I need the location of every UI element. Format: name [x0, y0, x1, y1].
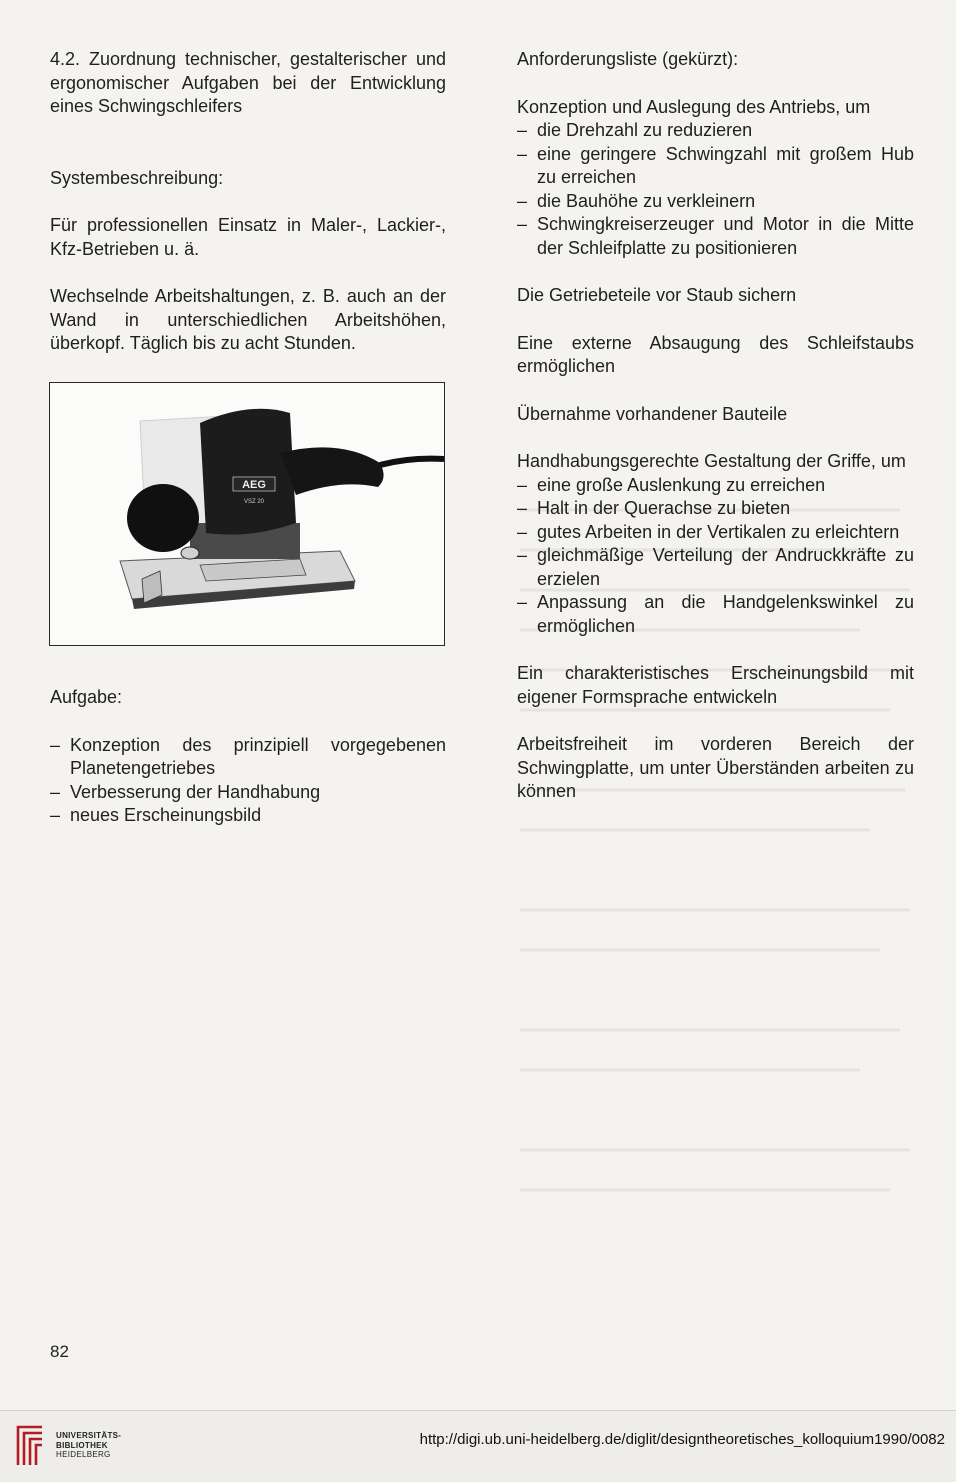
extraction-requirement: Eine externe Absaugung des Schleifstaubs ermöglichen	[517, 332, 914, 376]
list-item: – die Bauhöhe zu verkleinern	[517, 190, 914, 214]
list-item: – Anpassung an die Handgelenkswinkel zu ermöglichen	[517, 591, 914, 638]
product-photo	[49, 382, 445, 646]
freedom-requirement: Arbeitsfreiheit im vorderen Bereich der Schwingplatte, um unter Überständen arbeiten zu können	[517, 734, 914, 801]
list-item: – eine geringere Schwingzahl mit großem Hub zu erreichen	[517, 143, 914, 190]
gear-dust-requirement: Die Getriebeteile vor Staub sichern	[517, 285, 797, 305]
section-heading: 4.2. Zuordnung technischer, gestalterischer und ergonomischer Aufgaben bei der Entwicklung eines Schwingschleifers	[50, 49, 446, 116]
task-label: Aufgabe:	[50, 687, 123, 707]
list-item: – gleichmäßige Verteilung der Andruckkräfte zu erzielen	[517, 544, 914, 591]
brand-label: AEG	[242, 479, 266, 491]
digitization-footer	[0, 1410, 956, 1482]
appearance-requirement: Ein charakteristisches Erscheinungsbild mit eigener Formsprache entwickeln	[517, 663, 914, 707]
source-url-link[interactable]: http://digi.ub.uni-heidelberg.de/diglit/designtheoretisches_kolloquium1990/0082	[419, 1431, 945, 1448]
list-item: – Konzeption des prinzipiell vorgegebenen Planetengetriebes	[50, 734, 446, 781]
library-logo-icon	[12, 1421, 52, 1469]
library-name	[56, 1431, 121, 1460]
list-item: – eine große Auslenkung zu erreichen	[517, 474, 914, 498]
requirements-title: Anforderungsliste (gekürzt):	[517, 49, 739, 69]
list-item: – Schwingkreiserzeuger und Motor in die Mitte der Schleifplatte zu positionieren	[517, 213, 914, 260]
existing-parts-requirement: Übernahme vorhandener Bauteile	[517, 403, 788, 424]
orbital-sander-illustration	[50, 383, 444, 645]
library-line-3: HEIDELBERG	[56, 1450, 111, 1459]
grip-list	[517, 474, 914, 639]
drive-intro: Konzeption und Auslegung des Antriebs, um	[517, 96, 871, 117]
list-item: – neues Erscheinungsbild	[50, 804, 446, 828]
list-item: – die Drehzahl zu reduzieren	[517, 119, 914, 143]
grip-intro: Handhabungsgerechte Gestaltung der Griffe, um	[517, 451, 906, 471]
system-description: Für professionellen Einsatz in Maler-, Lackier-, Kfz-Betrieben u. ä.	[50, 215, 446, 259]
library-line-1: UNIVERSITÄTS-	[56, 1431, 122, 1440]
model-label: VSZ 20	[243, 499, 265, 505]
task-block	[50, 686, 446, 828]
working-conditions: Wechselnde Arbeitshaltungen, z. B. auch an der Wand in unterschiedlichen Arbeitshöhen, überkopf. Täglich bis zu acht Stunden.	[50, 286, 446, 353]
task-list	[50, 734, 446, 828]
drive-list	[517, 119, 914, 260]
list-item: – Verbesserung der Handhabung	[50, 781, 446, 805]
list-item: – Halt in der Querachse zu bieten	[517, 497, 914, 521]
left-column	[50, 48, 446, 356]
library-line-2: BIBLIOTHEK	[56, 1440, 108, 1450]
right-column	[517, 48, 914, 804]
list-item: – gutes Arbeiten in der Vertikalen zu erleichtern	[517, 521, 914, 545]
system-label: Systembeschreibung:	[50, 167, 224, 188]
page-number: 82	[50, 1342, 69, 1361]
